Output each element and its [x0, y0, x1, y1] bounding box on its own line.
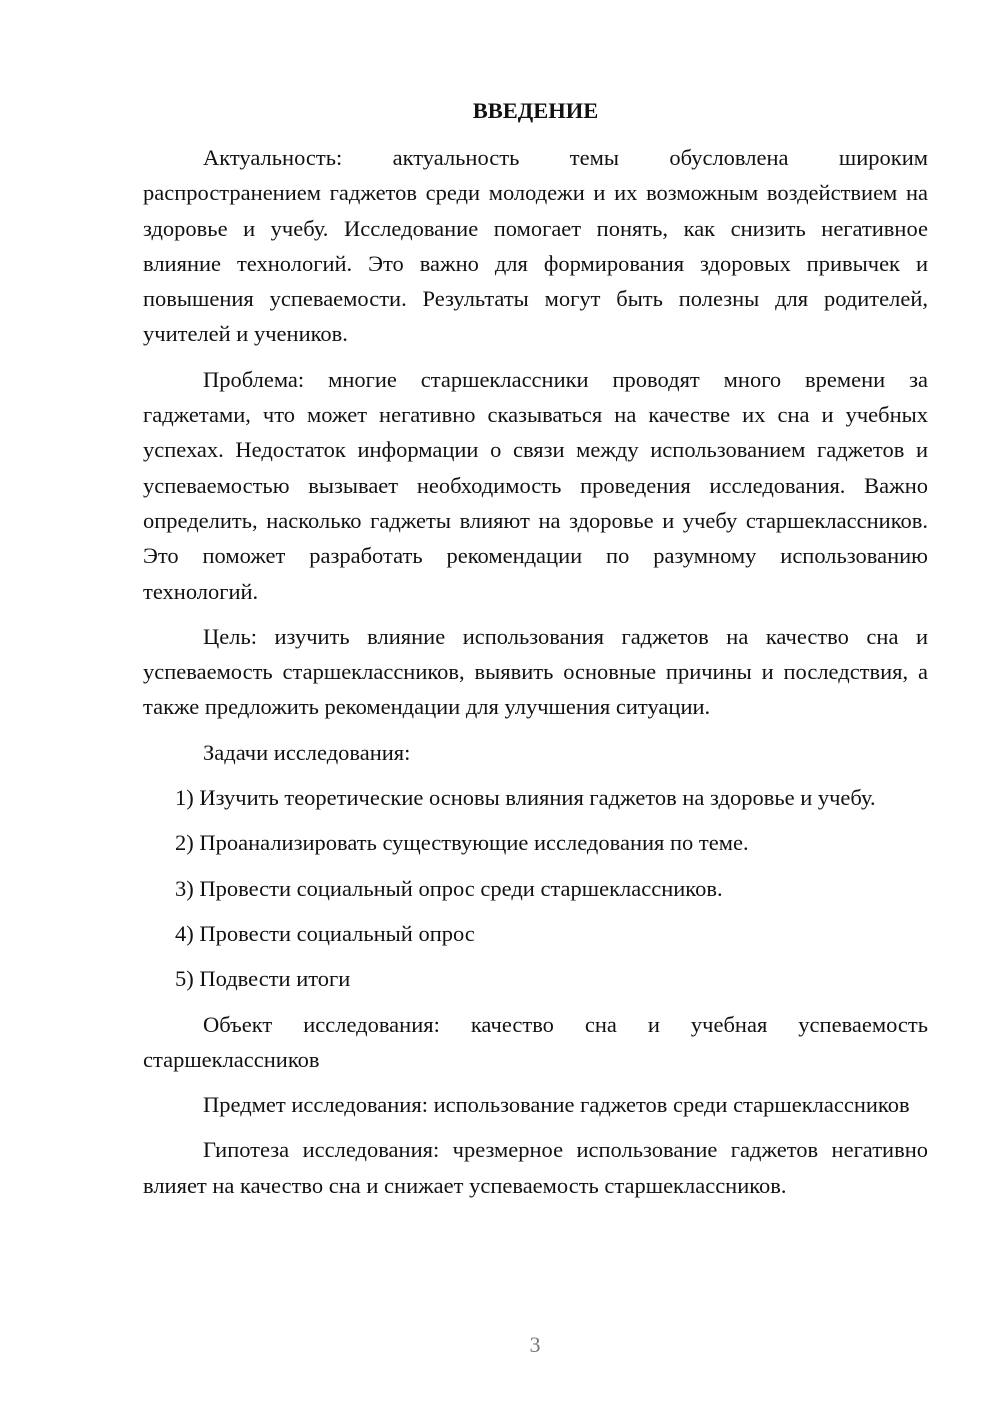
section-heading: ВВЕДЕНИЕ: [472, 98, 599, 123]
task-item-3: 3) Провести социальный опрос среди старшеклассников.: [175, 875, 723, 901]
page-number: 3: [529, 1332, 541, 1357]
object-paragraph: Объект исследования: качество сна и учебная успеваемость старшеклассников: [143, 1011, 928, 1072]
problem-paragraph: Проблема: многие старшеклассники проводят много времени за гаджетами, что может негативно сказываться на качестве их сна и учебных успехах. Недостаток информации о связи между использованием гаджетов и успеваемостью вызывает необходимость проведения исследования. Важно определить, насколько гаджеты влияют на здоровье и учебу старшеклассников. Это поможет разработать рекомендации по разумному использованию технологий.: [143, 366, 928, 604]
task-item-1: 1) Изучить теоретические основы влияния гаджетов на здоровье и учебу.: [175, 785, 876, 811]
tasks-heading: Задачи исследования:: [203, 739, 411, 765]
task-item-4: 4) Провести социальный опрос: [175, 920, 475, 946]
goal-paragraph: Цель: изучить влияние использования гаджетов на качество сна и успеваемость старшеклассников, выявить основные причины и последствия, а также предложить рекомендации для улучшения ситуации.: [143, 623, 928, 720]
page-content: [143, 92, 928, 1213]
hypothesis-paragraph: Гипотеза исследования: чрезмерное использование гаджетов негативно влияет на качество сна и снижает успеваемость старшеклассников.: [143, 1137, 928, 1198]
task-item-5: 5) Подвести итоги: [175, 966, 351, 992]
relevance-paragraph: Актуальность: актуальность темы обусловлена широким распространением гаджетов среди молодежи и их возможным воздействием на здоровье и учебу. Исследование помогает понять, как снизить негативное влияние технологий. Это важно для формирования здоровых привычек и повышения успеваемости. Результаты могут быть полезны для родителей, учителей и учеников.: [143, 145, 928, 347]
task-item-2: 2) Проанализировать существующие исследования по теме.: [175, 830, 749, 856]
subject-paragraph: Предмет исследования: использование гаджетов среди старшеклассников: [203, 1092, 910, 1118]
